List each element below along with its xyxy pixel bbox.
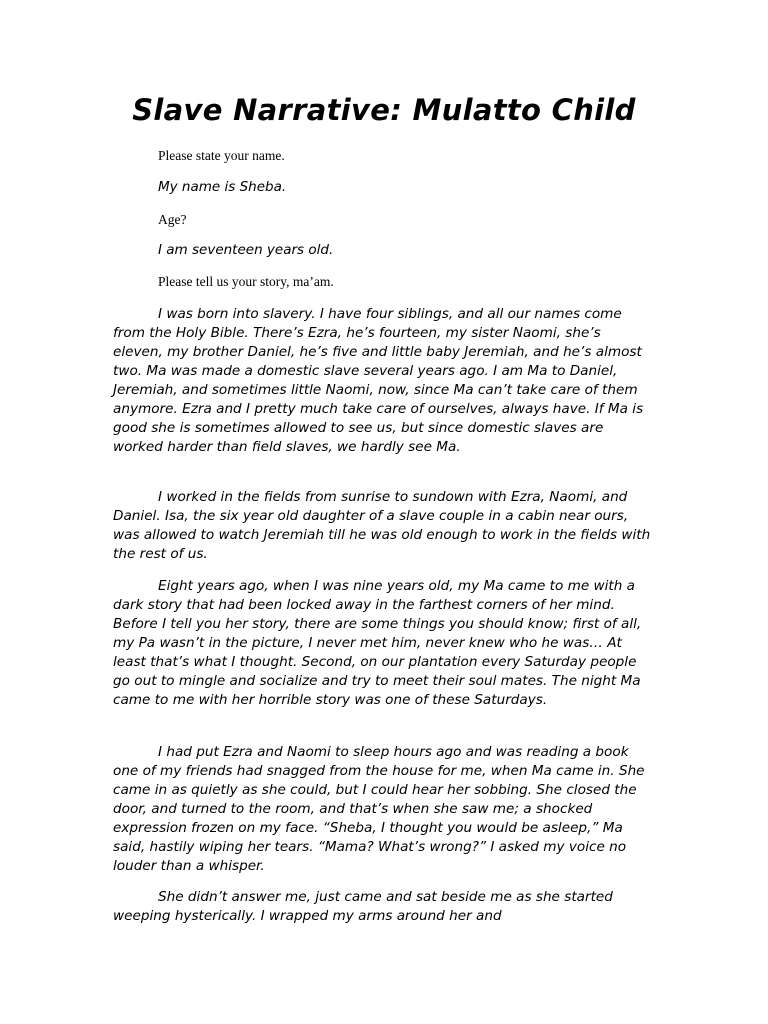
interview-question-name: Please state your name. bbox=[158, 148, 285, 163]
interview-question-story: Please tell us your story, ma’am. bbox=[158, 274, 334, 289]
story-paragraph-3: Eight years ago, when I was nine years old, my Ma came to me with a dark story that had been locked away in the farthest corners of her mind. Before I tell you her story, there are some things you should know; first of all, my Pa wasn’t in the picture, I never met him, never knew who he was… At least that’s what I thought. Second, on our plantation every Saturday people go out to mingle and socialize and try to meet their soul mates. The night Ma came to me with her horrible story was one of these Saturdays. bbox=[113, 578, 642, 708]
interview-question-age: Age? bbox=[158, 212, 187, 227]
story-paragraph-5: She didn’t answer me, just came and sat beside me as she started weeping hysterically. I wrapped my arms around her and bbox=[113, 889, 613, 924]
interview-answer-name: My name is Sheba. bbox=[158, 179, 287, 195]
interview-answer-age: I am seventeen years old. bbox=[158, 242, 334, 258]
story-paragraph-2: I worked in the fields from sunrise to sundown with Ezra, Naomi, and Daniel. Isa, the six year old daughter of a slave couple in a cabin near ours, was allowed to watch Jeremiah till he was old enough to work in the fields with the rest of us. bbox=[113, 489, 651, 562]
story-paragraph-4: I had put Ezra and Naomi to sleep hours ago and was reading a book one of my friends had snagged from the house for me, when Ma came in. She came in as quietly as she could, but I could hear her sobbing. She closed the door, and turned to the room, and that’s when she saw me; a shocked expression frozen on my face. “Sheba, I thought you would be asleep,” Ma said, hastily wiping her tears. “Mama? What’s wrong?” I asked my voice no louder than a whisper. bbox=[113, 744, 645, 874]
document-title: Slave Narrative: Mulatto Child bbox=[132, 93, 636, 127]
story-paragraph-1: I was born into slavery. I have four siblings, and all our names come from the Holy Bible. There’s Ezra, he’s fourteen, my sister Naomi, she’s eleven, my brother Daniel, he’s five and little baby Jeremiah, and he’s almost two. Ma was made a domestic slave several years ago. I am Ma to Daniel, Jeremiah, and sometimes little Naomi, now, since Ma can’t take care of them anymore. Ezra and I pretty much take care of ourselves, always have. If Ma is good she is sometimes allowed to see us, but since domestic slaves are worked harder than field slaves, we hardly see Ma. bbox=[113, 306, 644, 455]
